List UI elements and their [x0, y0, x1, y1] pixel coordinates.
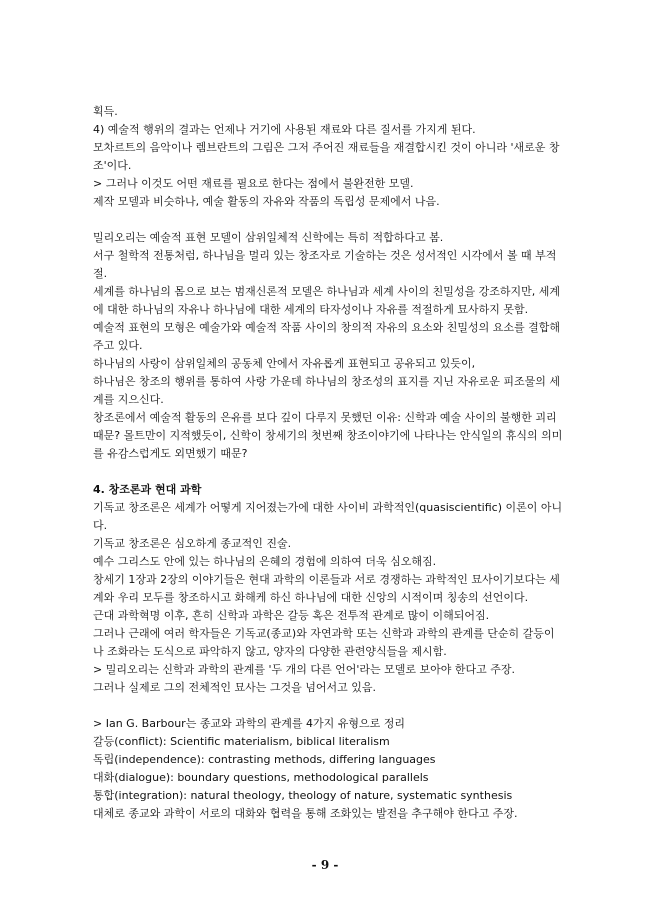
text-line: 절. — [93, 267, 108, 280]
text-line: 기독교 창조론은 심오하게 종교적인 진술. — [93, 537, 292, 550]
text-line: 때문? 몰트만이 지적했듯이, 신학이 창세기의 첫번째 창조이야기에 나타나는 안식일의 휴식의 의미 — [93, 429, 563, 442]
text-line: 통합(integration): natural theology, theology of nature, systematic synthesis — [93, 789, 513, 802]
text-line: 계를 지으신다. — [93, 393, 164, 406]
text-line: > 그러나 이것도 어떤 재료를 필요로 한다는 점에서 불완전한 모델. — [93, 177, 414, 190]
paragraph-gap — [93, 211, 563, 229]
text-line: 에 대한 하나님의 자유나 하나님에 대한 세계의 타자성이나 자유를 적절하게 묘사하지 못함. — [93, 303, 529, 316]
text-line: 창세기 1장과 2장의 이야기들은 현대 과학의 이론들과 서로 경쟁하는 과학적인 묘사이기보다는 세 — [93, 573, 560, 586]
text-line: 창조론에서 예술적 활동의 은유를 보다 깊이 다루지 못했던 이유: 신학과 예술 사이의 불행한 괴리 — [93, 411, 557, 424]
text-line: 그러나 실제로 그의 전체적인 묘사는 그것을 넘어서고 있음. — [93, 681, 376, 694]
paragraph-gap — [93, 697, 563, 715]
text-line: 주고 있다. — [93, 339, 143, 352]
text-line: 세계를 하나님의 몸으로 보는 범재신론적 모델은 하나님과 세계 사이의 친밀성을 강조하지만, 세계 — [93, 285, 560, 298]
page-number: - 9 - — [311, 858, 339, 872]
text-line: 예수 그리스도 안에 있는 하나님의 은혜의 경험에 의하여 더욱 심오해짐. — [93, 555, 437, 568]
section-heading: 4. 창조론과 현대 과학 — [93, 483, 202, 496]
document-body — [93, 103, 563, 823]
text-line: 다. — [93, 519, 108, 532]
text-line: 하나님은 창조의 행위를 통하여 사랑 가운데 하나님의 창조성의 표지를 지닌 자유로운 피조물의 세 — [93, 375, 560, 388]
text-line: 모차르트의 음악이나 렘브란트의 그림은 그저 주어진 재료들을 재결합시킨 것이 아니라 '새로운 창 — [93, 141, 560, 154]
text-line: 4) 예술적 행위의 결과는 언제나 거기에 사용된 재료와 다른 질서를 가지게 된다. — [93, 123, 476, 136]
text-line: 예술적 표현의 모형은 예술가와 예술적 작품 사이의 창의적 자유의 요소와 친밀성의 요소를 결합해 — [93, 321, 560, 334]
text-line: 기독교 창조론은 세계가 어떻게 지어졌는가에 대한 사이비 과학적인(quasiscientific) 이론이 아니 — [93, 501, 563, 514]
text-line: 근대 과학혁명 이후, 흔히 신학과 과학은 갈등 혹은 전투적 관계로 많이 이해되어짐. — [93, 609, 490, 622]
text-line: > Ian G. Barbour는 종교와 과학의 관계를 4가지 유형으로 정리 — [93, 717, 405, 730]
text-line: 독립(independence): contrasting methods, differing languages — [93, 753, 436, 766]
paragraph-gap — [93, 463, 563, 481]
text-line: 밀리오리는 예술적 표현 모델이 삼위일체적 신학에는 특히 적합하다고 봄. — [93, 231, 444, 244]
text-line: 그러나 근래에 여러 학자들은 기독교(종교)와 자연과학 또는 신학과 과학의 관계를 단순히 갈등이 — [93, 627, 555, 640]
text-line: 대화(dialogue): boundary questions, methodological parallels — [93, 771, 429, 784]
text-line: 제작 모델과 비슷하나, 예술 활동의 자유와 작품의 독립성 문제에서 나음. — [93, 195, 440, 208]
text-line: 대체로 종교와 과학이 서로의 대화와 협력을 통해 조화있는 발전을 추구해야 한다고 주장. — [93, 807, 518, 820]
text-line: 획득. — [93, 105, 118, 118]
text-line: 계와 우리 모두를 창조하시고 화해케 하신 하나님에 대한 신앙의 시적이며 칭송의 선언이다. — [93, 591, 529, 604]
text-line: 조'이다. — [93, 159, 132, 172]
text-line: > 밀리오리는 신학과 과학의 관계를 '두 개의 다른 언어'라는 모델로 보아야 한다고 주장. — [93, 663, 516, 676]
text-line: 서구 철학적 전통처럼, 하나님을 멀리 있는 창조자로 기술하는 것은 성서적인 시각에서 볼 때 부적 — [93, 249, 557, 262]
text-line: 를 유감스럽게도 외면했기 때문? — [93, 447, 248, 460]
text-line: 나 조화라는 도식으로 파악하지 않고, 양자의 다양한 관련양식들을 제시함. — [93, 645, 447, 658]
text-line: 하나님의 사랑이 삼위일체의 공동체 안에서 자유롭게 표현되고 공유되고 있듯이, — [93, 357, 476, 370]
text-line: 갈등(conflict): Scientific materialism, biblical literalism — [93, 735, 390, 748]
